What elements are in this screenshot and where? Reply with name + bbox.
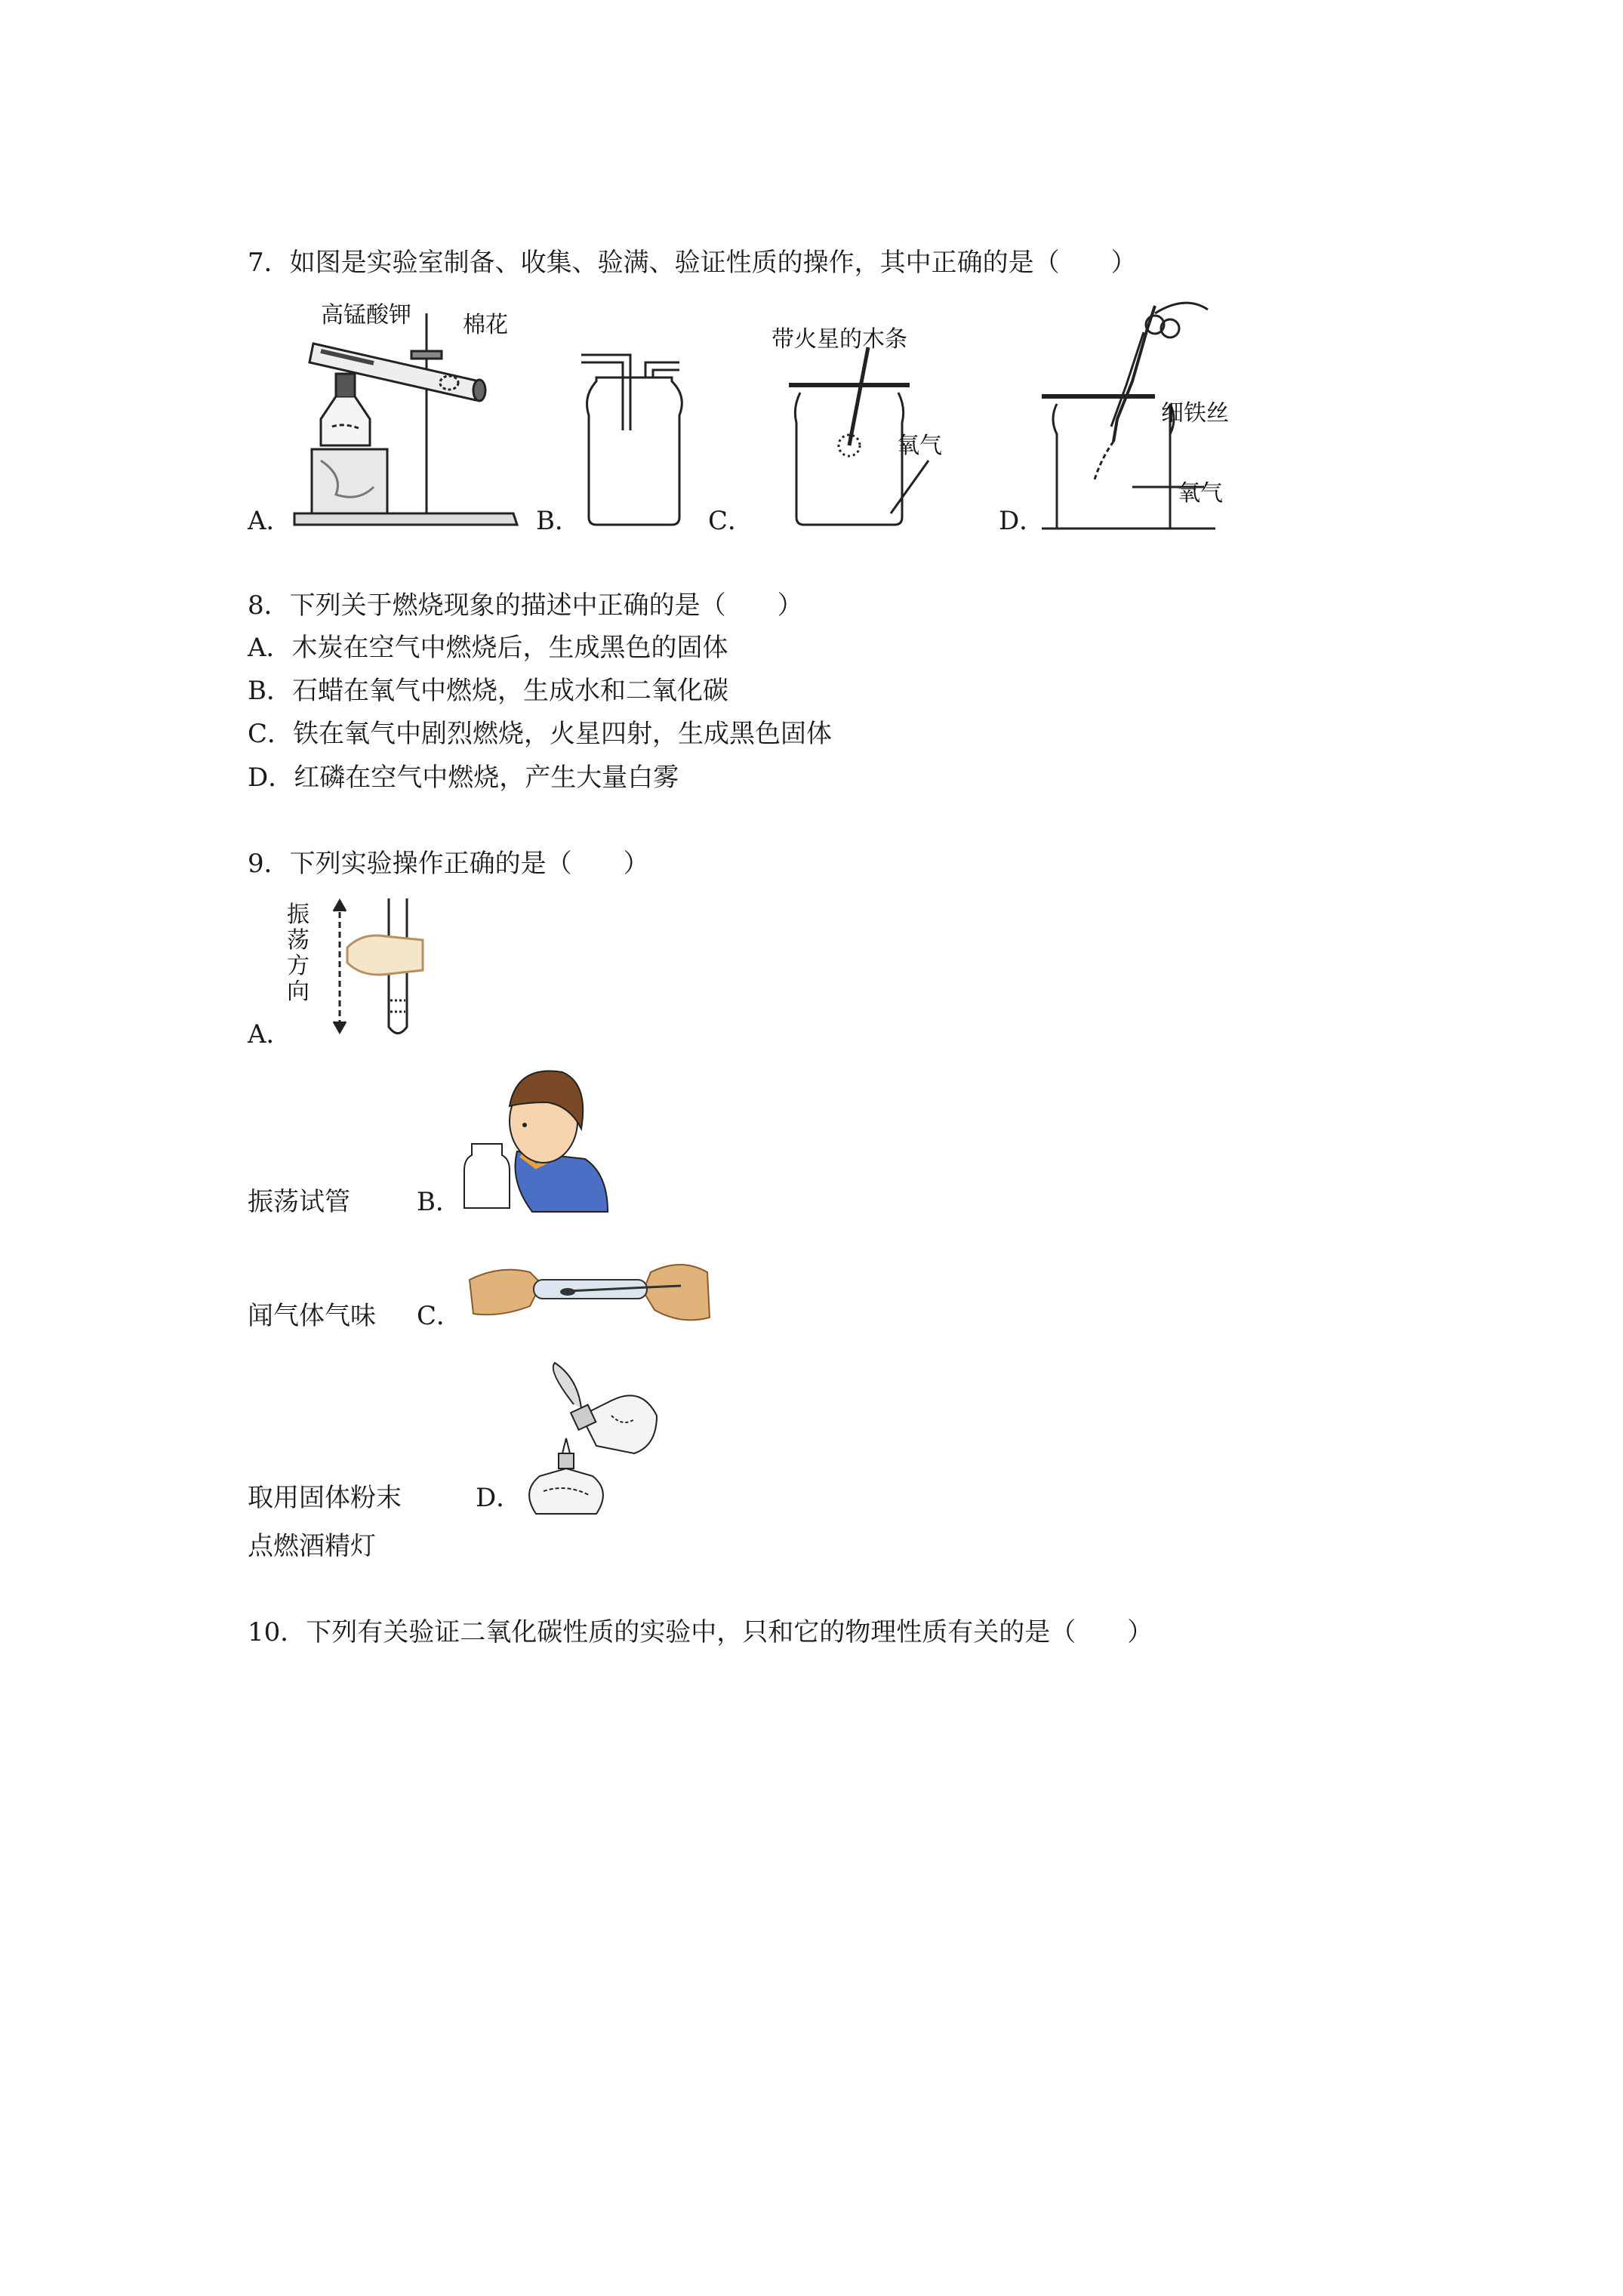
- q7-figure-b-bottle: [574, 347, 694, 529]
- q9-figure-a-test-tube: [317, 895, 430, 1042]
- q9-figure-d-alcohol-lamp: [521, 1363, 664, 1514]
- q7-fig-a-label-kmno4: 高锰酸钾: [321, 302, 411, 328]
- q9-caption-b: 闻气体气味: [248, 1301, 376, 1331]
- q10-stem: 10．下列有关验证二氧化碳性质的实验中，只和它的物理性质有关的是（ ）: [248, 1617, 1153, 1647]
- q9-caption-a: 振荡试管: [248, 1187, 350, 1217]
- q7-fig-d-label-oxygen: 氧气: [1178, 480, 1223, 507]
- q8-option-c: C．铁在氧气中剧烈燃烧，火星四射，生成黑色固体: [248, 719, 833, 749]
- q9-caption-c: 取用固体粉末: [248, 1483, 402, 1513]
- q9-option-a: A．: [248, 1019, 292, 1049]
- q7-stem: 7．如图是实验室制备、收集、验满、验证性质的操作，其中正确的是（ ）: [248, 248, 1137, 278]
- q7-fig-c-label-oxygen: 氧气: [897, 433, 942, 459]
- q9-fig-a-vertical-label: 振 荡 方 向: [287, 901, 310, 1005]
- q8-option-a: A．木炭在空气中燃烧后，生成黑色的固体: [248, 633, 728, 663]
- q7-fig-a-label-cotton: 棉花: [463, 312, 508, 338]
- q8-option-d: D．红磷在空气中燃烧，产生大量白雾: [248, 763, 679, 793]
- q9-figure-b-smelling: [464, 1061, 608, 1212]
- q9-figure-c-powder: [470, 1250, 711, 1325]
- q7-option-d: D．: [999, 506, 1046, 536]
- q8-option-b: B．石蜡在氧气中燃烧，生成水和二氧化碳: [248, 676, 728, 706]
- q7-option-a: A．: [248, 506, 292, 536]
- q8-stem: 8．下列关于燃烧现象的描述中正确的是（ ）: [248, 590, 803, 621]
- q7-option-b: B．: [536, 506, 581, 536]
- q9-option-b: B．: [417, 1187, 461, 1217]
- q9-option-d: D．: [476, 1483, 522, 1513]
- q9-caption-d: 点燃酒精灯: [248, 1531, 376, 1561]
- q7-fig-d-label-iron-wire: 细铁丝: [1161, 400, 1229, 427]
- q9-option-c: C．: [417, 1301, 463, 1331]
- q9-stem: 9．下列实验操作正确的是（ ）: [248, 849, 649, 879]
- q7-option-c: C．: [708, 506, 754, 536]
- q7-fig-c-label-splint: 带火星的木条: [771, 326, 907, 353]
